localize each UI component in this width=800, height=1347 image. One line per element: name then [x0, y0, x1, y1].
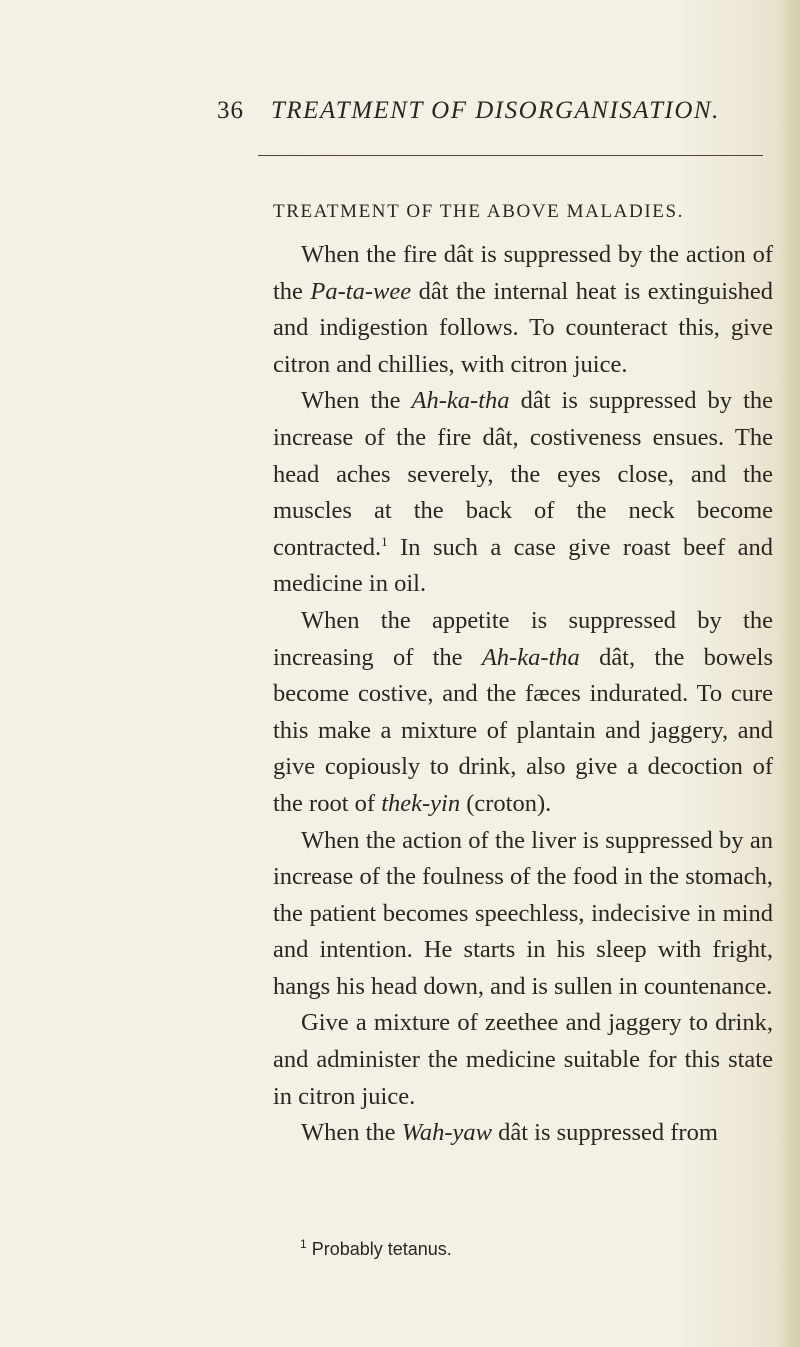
paragraph-3-text-b: dât, the bowels become costive, and the fæces indurated. To cure this make a mixture of plantain and jaggery, and give copiously to drink, also give a decoction of the root of	[273, 643, 773, 817]
paragraph-3-text-c: (croton).	[460, 789, 552, 817]
paragraph-3	[273, 603, 773, 823]
paragraph-2-text-b: dât is suppressed by the increase of the fire dât, costiveness ensues. The head aches severely, the eyes close, and the muscles at the back of the neck become contracted.	[273, 387, 773, 561]
paragraph-1-text-b: dât the internal heat is extinguished and indigestion follows. To counteract this, give citron and chillies, with citron juice.	[273, 277, 774, 378]
footnote-reference: 1	[381, 533, 388, 549]
paragraph-3-text-a: When the appetite is suppressed by the increasing of the	[273, 606, 773, 671]
running-head	[217, 97, 777, 137]
footnote-text: Probably tetanus.	[311, 1239, 452, 1259]
header-rule	[258, 155, 763, 156]
paragraph-1-text-a: When the fire dât is suppressed by the action of the	[273, 241, 773, 305]
paragraph-6	[273, 1115, 773, 1152]
paragraph-2-text-c: In such a case give roast beef and medicine in oil.	[273, 533, 773, 598]
paragraph-5-text: Give a mixture of zeethee and jaggery to drink, and administer the medicine suitable for this state in citron juice.	[273, 1009, 773, 1110]
footnote	[300, 1239, 452, 1260]
paragraph-6-text-a: When the	[301, 1119, 402, 1147]
paragraph-2-term: Ah-ka-tha	[411, 387, 510, 415]
paragraph-4-text: When the action of the liver is suppressed by an increase of the foulness of the food in the stomach, the patient becomes speechless, indecisive in mind and intention. He starts in his sleep with fright, hangs his head down, and is sullen in countenance.	[273, 826, 773, 1000]
page-number: 36	[217, 97, 244, 124]
body-text	[273, 237, 773, 1152]
paragraph-1	[273, 237, 773, 383]
page-edge-shadow	[778, 0, 800, 1347]
paragraph-2	[273, 383, 773, 603]
running-head-title: TREATMENT OF DISORGANISATION.	[271, 97, 720, 124]
paragraph-6-text-b: dât is suppressed from	[491, 1119, 718, 1147]
paragraph-2-text-a: When the	[301, 387, 412, 415]
paragraph-6-term: Wah-yaw	[401, 1119, 492, 1147]
paragraph-5	[273, 1005, 773, 1115]
paragraph-1-term: Pa-ta-wee	[310, 277, 412, 305]
paragraph-3-term-2: thek-yin	[381, 789, 461, 817]
footnote-mark: 1	[300, 1237, 307, 1251]
paragraph-4	[273, 823, 773, 1006]
paragraph-3-term: Ah-ka-tha	[481, 643, 580, 671]
section-title: TREATMENT OF THE ABOVE MALADIES.	[273, 201, 684, 222]
